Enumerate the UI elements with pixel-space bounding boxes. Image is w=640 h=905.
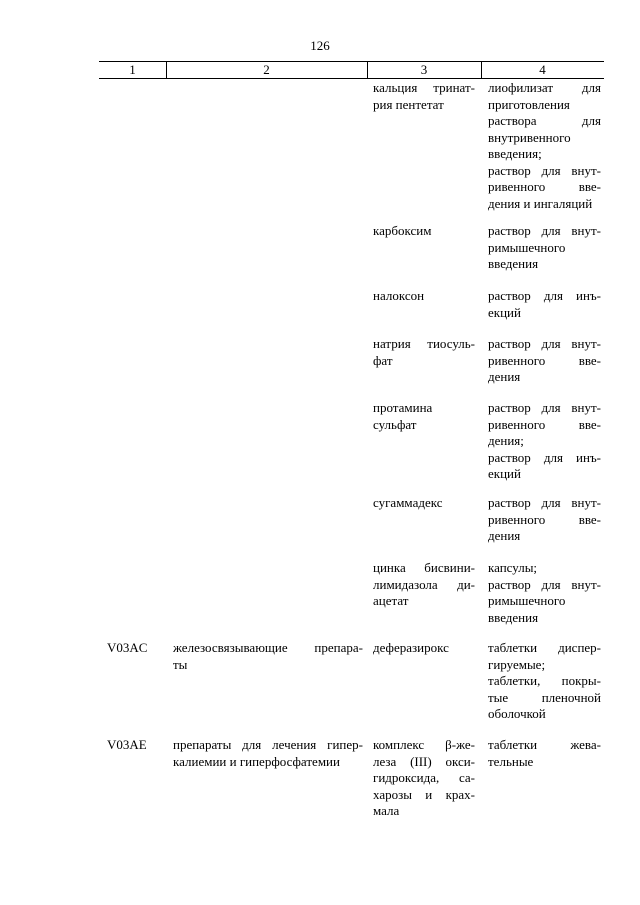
header-col-2: 2 [263,62,270,77]
cell-line: таблетки диспер- [488,640,601,655]
row-8-col4 [488,640,601,723]
cell-line: римышечного [488,239,566,255]
cell-line: тые пленочной [488,689,601,705]
cell-line: ривенного вве- [488,416,601,432]
cell-line: комплекс β-же- [373,737,475,752]
table-header [99,61,604,79]
cell-line: раствор для внут- [488,400,601,415]
cell-line: ривенного вве- [488,352,601,368]
row-9-col1 [107,737,165,754]
row-2-col4 [488,223,601,273]
cell-line: дения; [488,433,524,448]
cell-line: введения; [488,146,542,161]
cell-line: карбоксим [373,223,432,238]
cell-line: гидроксида, са- [373,770,475,785]
row-8-col3 [373,640,475,657]
cell-line: тельные [488,753,534,769]
cell-line: введения [488,256,539,271]
cell-line: препараты для лечения гипер- [173,737,363,752]
cell-line: раствора для [488,113,601,128]
cell-line: приготовления [488,96,570,112]
cell-line: гируемые; [488,656,546,672]
cell-line: цинка бисвини- [373,560,475,575]
cell-line: сугаммадекс [373,495,443,510]
cell-line: раствор для внут- [488,336,601,351]
cell-line: раствор для внут- [488,576,601,592]
cell-line: деферазирокс [373,640,449,655]
cell-line: раствор для инъ- [488,449,601,465]
cell-line: внутривенного [488,129,571,145]
cell-line: сульфат [373,416,417,432]
cell-line: дения и ингаляций [488,195,593,211]
header-col-4: 4 [539,62,546,77]
cell-line: оболочкой [488,706,546,721]
page-number: 126 [310,38,330,53]
cell-line: лимидазола ди- [373,576,475,592]
cell-line: харозы и крах- [373,786,475,802]
row-2-col3 [373,223,475,240]
row-6-col4 [488,495,601,545]
row-4-col4 [488,336,601,386]
cell-line: мала [373,803,400,818]
cell-line: V03AC [107,640,148,655]
cell-line: дения [488,369,521,384]
row-4-col3 [373,336,475,369]
cell-line: ацетат [373,593,409,608]
cell-line: ты [173,656,188,672]
header-col-1: 1 [129,62,136,77]
row-3-col4 [488,288,601,321]
row-8-col1 [107,640,165,657]
row-5-col4 [488,400,601,483]
cell-line: леза (III) окси- [373,753,475,769]
cell-line: раствор для внут- [488,223,601,238]
cell-line: протамина [373,400,433,415]
cell-line: введения [488,609,539,625]
cell-line: таблетки жева- [488,737,601,752]
row-1-col4 [488,80,601,212]
cell-line: калиемии и гиперфосфатемии [173,753,340,769]
row-6-col3 [373,495,475,512]
cell-line: лиофилизат для [488,80,601,95]
row-9-col3 [373,737,475,820]
cell-line: фат [373,352,393,368]
row-3-col3 [373,288,475,305]
cell-line: таблетки, покры- [488,673,601,688]
cell-line: екций [488,466,521,481]
cell-line: ривенного вве- [488,511,601,527]
cell-line: V03AE [107,737,147,752]
cell-line: римышечного [488,593,566,608]
row-9-col2 [173,737,363,770]
cell-line: раствор для внут- [488,162,601,178]
cell-line: рия пентетат [373,96,444,112]
cell-line: екций [488,304,521,320]
cell-line: налоксон [373,288,425,303]
row-7-col4 [488,560,601,626]
cell-line: ривенного вве- [488,179,601,194]
row-5-col3 [373,400,475,433]
cell-line: раствор для инъ- [488,288,601,303]
row-7-col3 [373,560,475,610]
cell-line: капсулы; [488,560,538,575]
cell-line: раствор для внут- [488,495,601,510]
header-col-3: 3 [420,62,428,77]
row-1-col3 [373,80,475,113]
cell-line: дения [488,528,521,543]
cell-line: натрия тиосуль- [373,336,475,351]
row-9-col4 [488,737,601,770]
row-8-col2 [173,640,363,673]
cell-line: кальция тринат- [373,80,475,95]
cell-line: железосвязывающие препара- [173,640,363,655]
